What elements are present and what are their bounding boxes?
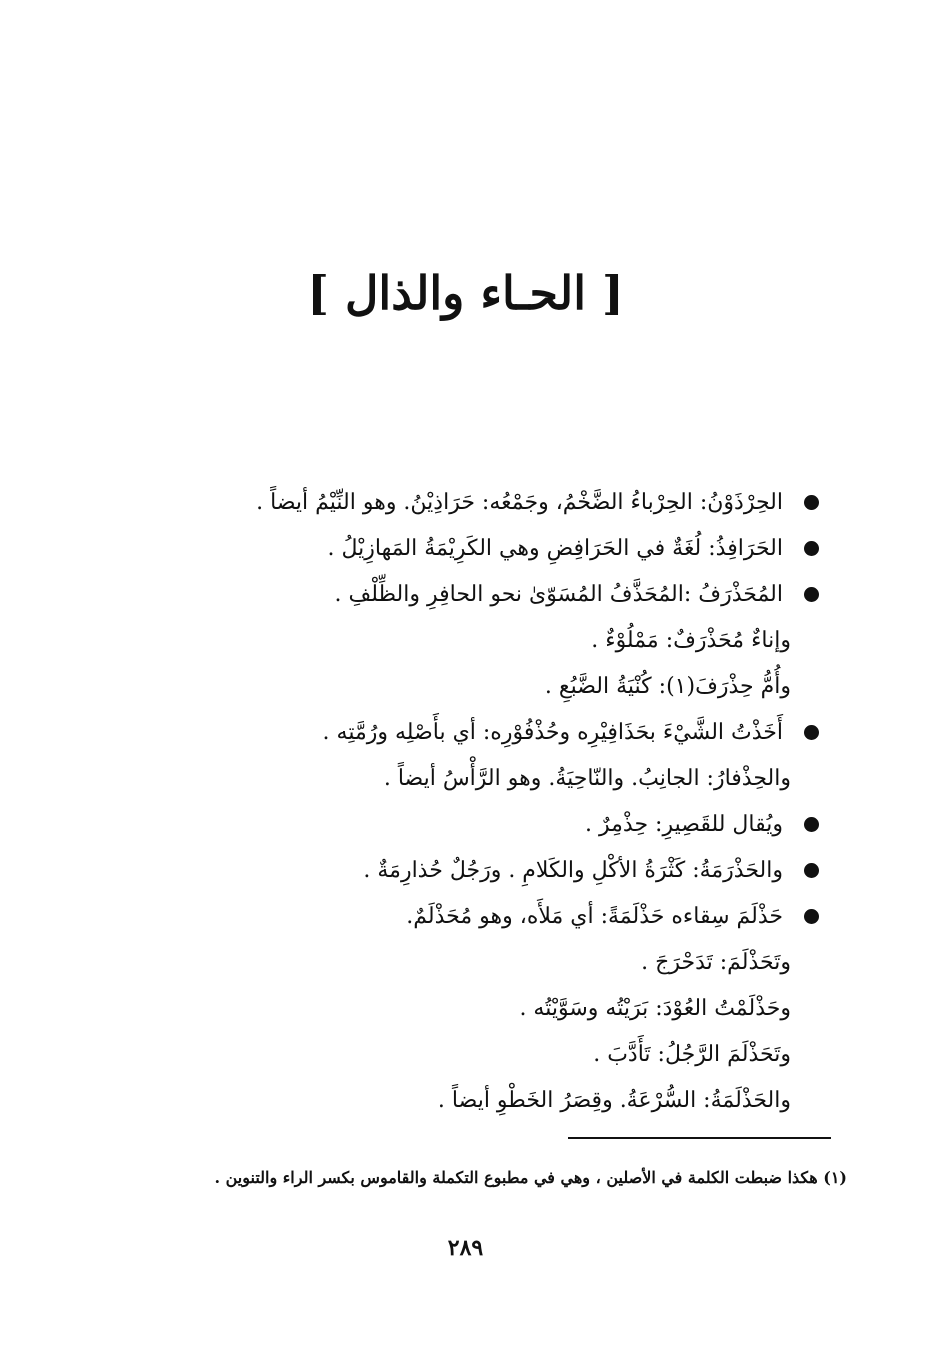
entry-line [99, 618, 819, 664]
chapter-title: [ الحـاء والذال ] [307, 266, 624, 320]
entry-line [99, 526, 819, 572]
entry-list [99, 480, 819, 1124]
footnote: (١) هكذا ضبطت الكلمة في الأصلين ، وهي في مطبوع التكملة والقاموس بكسر الراء والتنوين . [214, 1168, 847, 1187]
entry-text: الحِرْذَوْنُ: الحِرْباءُ الضَّخْمُ، وجَمْعُه: حَرَاذِيْنُ. وهو النِّيْمُ أيضاً . [256, 490, 783, 515]
entry-text: وحَذْلَمْتُ العُوْدَ: بَرَيْتُه وسَوَّيْتُه . [519, 996, 791, 1021]
footnote-divider [568, 1137, 831, 1139]
bullet-icon [804, 495, 819, 510]
entry-text: وإناءٌ مُحَذْرَفٌ: مَمْلُوْءٌ . [591, 628, 791, 653]
bullet-icon [804, 817, 819, 832]
entry-text: وتَحَذْلَمَ الرَّجُلُ: تَأَدَّبَ . [593, 1042, 791, 1067]
entry-line [99, 986, 819, 1032]
bullet-icon [804, 541, 819, 556]
entry-text: أَخَذْتُ الشَّيْءَ بحَذَافِيْرِه وحُذْفُوْرِه: أي بأَصْلِه ورُمَّتِه . [322, 720, 783, 745]
entry-line [99, 572, 819, 618]
entry-text: وتَحَذْلَمَ: تَدَحْرَجَ . [641, 950, 791, 975]
entry-text: والحَذْلَمَةُ: السُّرْعَةُ. وقِصَرُ الخَطْوِ أيضاً . [437, 1088, 791, 1113]
entry-text: حَذْلَمَ سِقاءه حَذْلَمَةً: أي مَلأَه، وهو مُحَذْلَمٌ. [406, 904, 783, 929]
bullet-icon [804, 725, 819, 740]
entry-text: ويُقال للقَصِيرِ: حِذْمِرٌ . [585, 812, 783, 837]
entry-text: والحِذْفارُ: الجانِبُ. والنّاحِيَةُ. وهو الرَّأْسُ أيضاً . [383, 766, 791, 791]
entry-line [99, 894, 819, 940]
entry-text: والحَذْرَمَةُ: كَثْرَةُ الأكْلِ والكَلامِ . ورَجُلٌ حُذارِمَةٌ . [363, 858, 783, 883]
entry-line [99, 710, 819, 756]
entry-line [99, 664, 819, 710]
bullet-icon [804, 909, 819, 924]
entry-line [99, 756, 819, 802]
bullet-icon [804, 863, 819, 878]
entry-text: المُحَذْرَفُ :المُحَذَّفُ المُسَوّىٰ نحو الحافِرِ والظِّلْفِ . [334, 582, 783, 607]
bullet-icon [804, 587, 819, 602]
entry-line [99, 940, 819, 986]
entry-text: وأُمُّ حِذْرَفَ(١): كُنْيَةُ الضَّبُعِ . [544, 674, 791, 699]
entry-line [99, 1078, 819, 1124]
entry-line [99, 802, 819, 848]
entry-line [99, 848, 819, 894]
entry-line [99, 480, 819, 526]
page-number: ٢٨٩ [447, 1235, 484, 1261]
entry-line [99, 1032, 819, 1078]
entry-text: الحَرَافِذُ: لُغَةٌ في الحَرَافِضِ وهي الكَرِيْمَةُ المَهازِيْلُ . [327, 536, 783, 561]
